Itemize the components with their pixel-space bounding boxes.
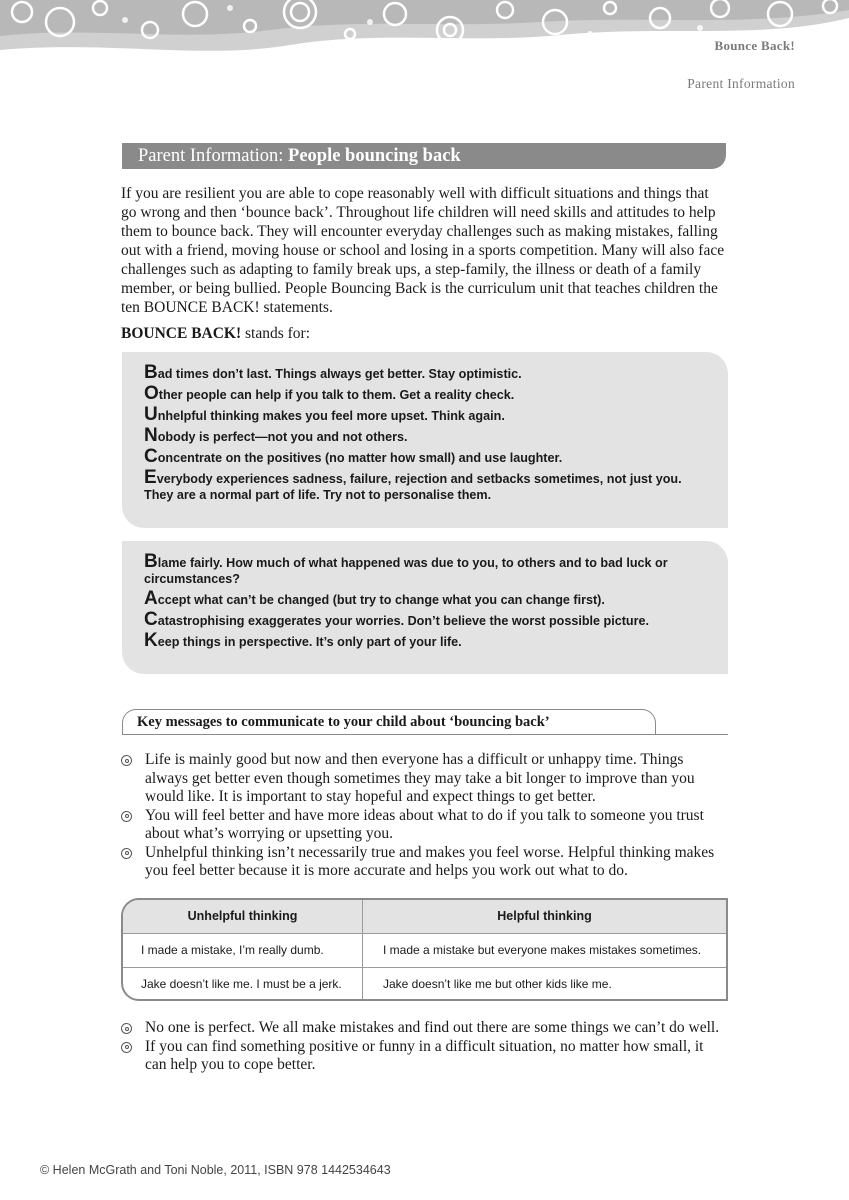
back-item bbox=[144, 609, 708, 630]
table-cell: Jake doesn’t like me but other kids like me. bbox=[383, 977, 612, 991]
bounce-initial: E bbox=[144, 467, 157, 488]
bounce-initial: N bbox=[144, 425, 158, 446]
bounce-item bbox=[144, 425, 708, 446]
back-item bbox=[144, 551, 708, 587]
bounce-text: oncentrate on the positives (no matter how small) and use laughter. bbox=[157, 451, 563, 465]
back-initial: K bbox=[144, 630, 158, 651]
bounce-text: ad times don’t last. Things always get better. Stay optimistic. bbox=[157, 367, 522, 381]
list-item-text: Life is mainly good but now and then everyone has a difficult or unhappy time. Things always get better even though sometimes they may take a bit longer to improve than you would like. It is important to stay hopeful and expect things to get better. bbox=[145, 751, 695, 805]
back-text: atastrophising exaggerates your worries. Don’t believe the worst possible picture. bbox=[157, 614, 650, 628]
bounce-text: nhelpful thinking makes you feel more upset. Think again. bbox=[157, 409, 505, 423]
back-initial: B bbox=[144, 551, 158, 572]
list-item bbox=[121, 1019, 727, 1038]
intro-paragraph: If you are resilient you are able to cope reasonably well with difficult situations and things that go wrong and then ‘bounce back’. Throughout life children will need skills and attitudes to help them to bounce back. They will encounter everyday challenges such as making mistakes, falling out with a friend, moving house or school and losing in a sports competition. Many will also face challenges such as adapting to family break ups, a step-family, the illness or death of a family member, or being bullied. People Bouncing Back is the curriculum unit that teaches children the ten BOUNCE BACK! statements. bbox=[121, 185, 725, 316]
bounce-box bbox=[122, 352, 728, 528]
bounce-text: obody is perfect—not you and not others. bbox=[157, 430, 408, 444]
bullet-icon bbox=[121, 848, 132, 859]
back-text: eep things in perspective. It’s only part of your life. bbox=[157, 635, 462, 649]
back-initial: C bbox=[144, 609, 158, 630]
back-text: lame fairly. How much of what happened was due to you, to others and to bad luck or circumstances? bbox=[144, 556, 668, 586]
bounce-initial: O bbox=[144, 383, 159, 404]
bullet-icon bbox=[121, 811, 132, 822]
bullet-icon bbox=[121, 755, 132, 766]
bullet-icon bbox=[121, 1023, 132, 1034]
back-item bbox=[144, 588, 708, 609]
back-text: ccept what can’t be changed (but try to change what you can change first). bbox=[157, 593, 605, 607]
table-header-row bbox=[123, 900, 726, 933]
table-row bbox=[123, 967, 726, 1001]
key-messages-list-continued bbox=[121, 1019, 727, 1075]
running-subtitle: Parent Information bbox=[687, 76, 795, 91]
back-box bbox=[122, 541, 728, 674]
section-title-prefix: Parent Information: bbox=[138, 146, 289, 166]
bounce-initial: B bbox=[144, 362, 158, 383]
bounce-text: ther people can help if you talk to them. Get a reality check. bbox=[158, 388, 515, 402]
back-initial: A bbox=[144, 588, 158, 609]
stands-for-rest: stands for: bbox=[241, 325, 311, 342]
thinking-table bbox=[121, 898, 728, 1001]
bullet-icon bbox=[121, 1042, 132, 1053]
list-item-text: Unhelpful thinking isn’t necessarily true and makes you feel worse. Helpful thinking makes you feel better because it is more accurate and helps you work out what to do. bbox=[145, 843, 715, 879]
list-item bbox=[121, 844, 727, 881]
table-cell: I made a mistake but everyone makes mistakes sometimes. bbox=[383, 943, 702, 957]
section-title-main: People bouncing back bbox=[288, 146, 461, 166]
key-messages-rule bbox=[122, 734, 728, 735]
column-header-unhelpful: Unhelpful thinking bbox=[123, 900, 363, 933]
running-title: Bounce Back! bbox=[714, 38, 795, 53]
key-messages-list bbox=[121, 751, 727, 881]
table-cell: Jake doesn’t like me. I must be a jerk. bbox=[123, 968, 363, 1001]
table-row bbox=[123, 933, 726, 967]
stands-for-bold: BOUNCE BACK! bbox=[121, 325, 242, 342]
bounce-initial: U bbox=[144, 404, 158, 425]
bounce-item bbox=[144, 467, 708, 503]
bounce-initial: C bbox=[144, 446, 158, 467]
list-item bbox=[121, 807, 727, 844]
stands-for-line bbox=[121, 324, 727, 343]
column-header-helpful: Helpful thinking bbox=[497, 909, 592, 923]
back-item bbox=[144, 630, 708, 651]
section-title-bar bbox=[122, 143, 726, 169]
copyright-footer: © Helen McGrath and Toni Noble, 2011, ISBN 978 1442534643 bbox=[40, 1163, 391, 1177]
bounce-item bbox=[144, 404, 708, 425]
list-item-text: If you can find something positive or funny in a difficult situation, no matter how small, it can help you to cope better. bbox=[145, 1037, 704, 1073]
bounce-item bbox=[144, 383, 708, 404]
key-messages-heading: Key messages to communicate to your child about ‘bouncing back’ bbox=[122, 709, 656, 735]
list-item bbox=[121, 751, 727, 807]
list-item bbox=[121, 1038, 727, 1075]
bounce-item bbox=[144, 362, 708, 383]
table-cell: I made a mistake, I’m really dumb. bbox=[123, 934, 363, 967]
list-item-text: No one is perfect. We all make mistakes and find out there are some things we can’t do well. bbox=[145, 1019, 720, 1036]
list-item-text: You will feel better and have more ideas about what to do if you talk to someone you trust about what’s worrying or upsetting you. bbox=[145, 806, 704, 842]
bounce-item bbox=[144, 446, 708, 467]
bounce-text: verybody experiences sadness, failure, rejection and setbacks sometimes, not just you. They are a normal part of life. Try not to personalise them. bbox=[144, 472, 682, 502]
